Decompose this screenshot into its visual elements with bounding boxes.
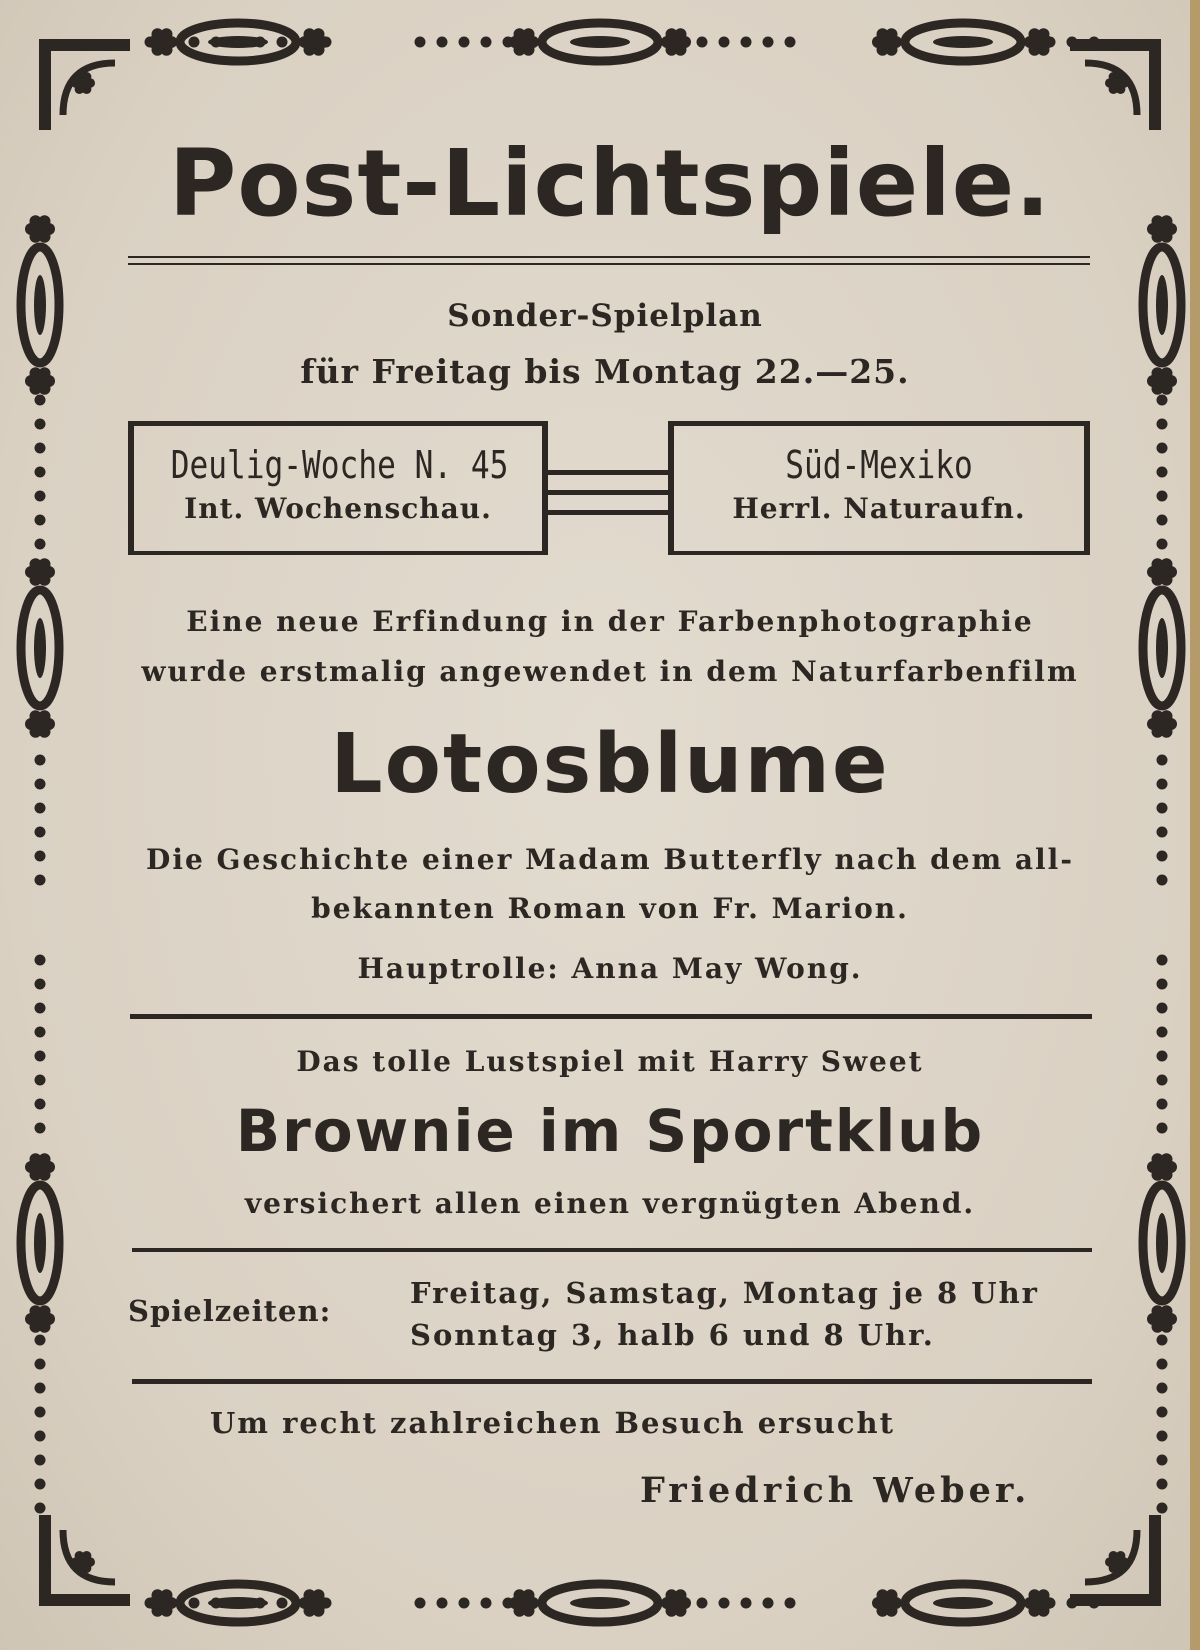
newsreel-title: Deulig-Woche N. 45 bbox=[170, 443, 509, 487]
film-description-line-2: bekannten Roman von Fr. Marion. bbox=[311, 892, 909, 925]
documentary-title: Süd-Mexiko bbox=[785, 443, 973, 487]
newsreel-subtitle: Int. Wochenschau. bbox=[184, 492, 492, 525]
closing-line: Um recht zahlreichen Besuch ersucht bbox=[210, 1406, 896, 1440]
showtimes bbox=[410, 1272, 1039, 1356]
showtimes-sunday: Sonntag 3, halb 6 und 8 Uhr. bbox=[410, 1318, 935, 1353]
signature: Friedrich Weber. bbox=[640, 1470, 1031, 1511]
film-title-brownie: Brownie im Sportklub bbox=[235, 1097, 985, 1165]
film-description-line-1: Die Geschichte einer Madam Butterfly nach dem all- bbox=[146, 843, 1074, 876]
comedy-description: versichert allen einen vergnügten Abend. bbox=[244, 1187, 976, 1220]
special-program-label: Sonder-Spielplan bbox=[447, 298, 763, 334]
film-title-lotosblume: Lotosblume bbox=[330, 717, 890, 812]
invention-line-1: Eine neue Erfindung in der Farbenphotographie bbox=[186, 605, 1034, 638]
comedy-intro: Das tolle Lustspiel mit Harry Sweet bbox=[296, 1045, 924, 1078]
documentary-subtitle: Herrl. Naturaufn. bbox=[732, 492, 1026, 525]
cinema-title: Post-Lichtspiele. bbox=[168, 130, 1052, 237]
program-dates: für Freitag bis Montag 22.—25. bbox=[300, 352, 910, 391]
invention-line-2: wurde erstmalig angewendet in dem Naturfarbenfilm bbox=[141, 655, 1079, 688]
showtimes-weekdays: Freitag, Samstag, Montag je 8 Uhr bbox=[410, 1276, 1039, 1310]
lead-role: Hauptrolle: Anna May Wong. bbox=[357, 952, 863, 985]
showtimes-label: Spielzeiten: bbox=[128, 1294, 332, 1328]
